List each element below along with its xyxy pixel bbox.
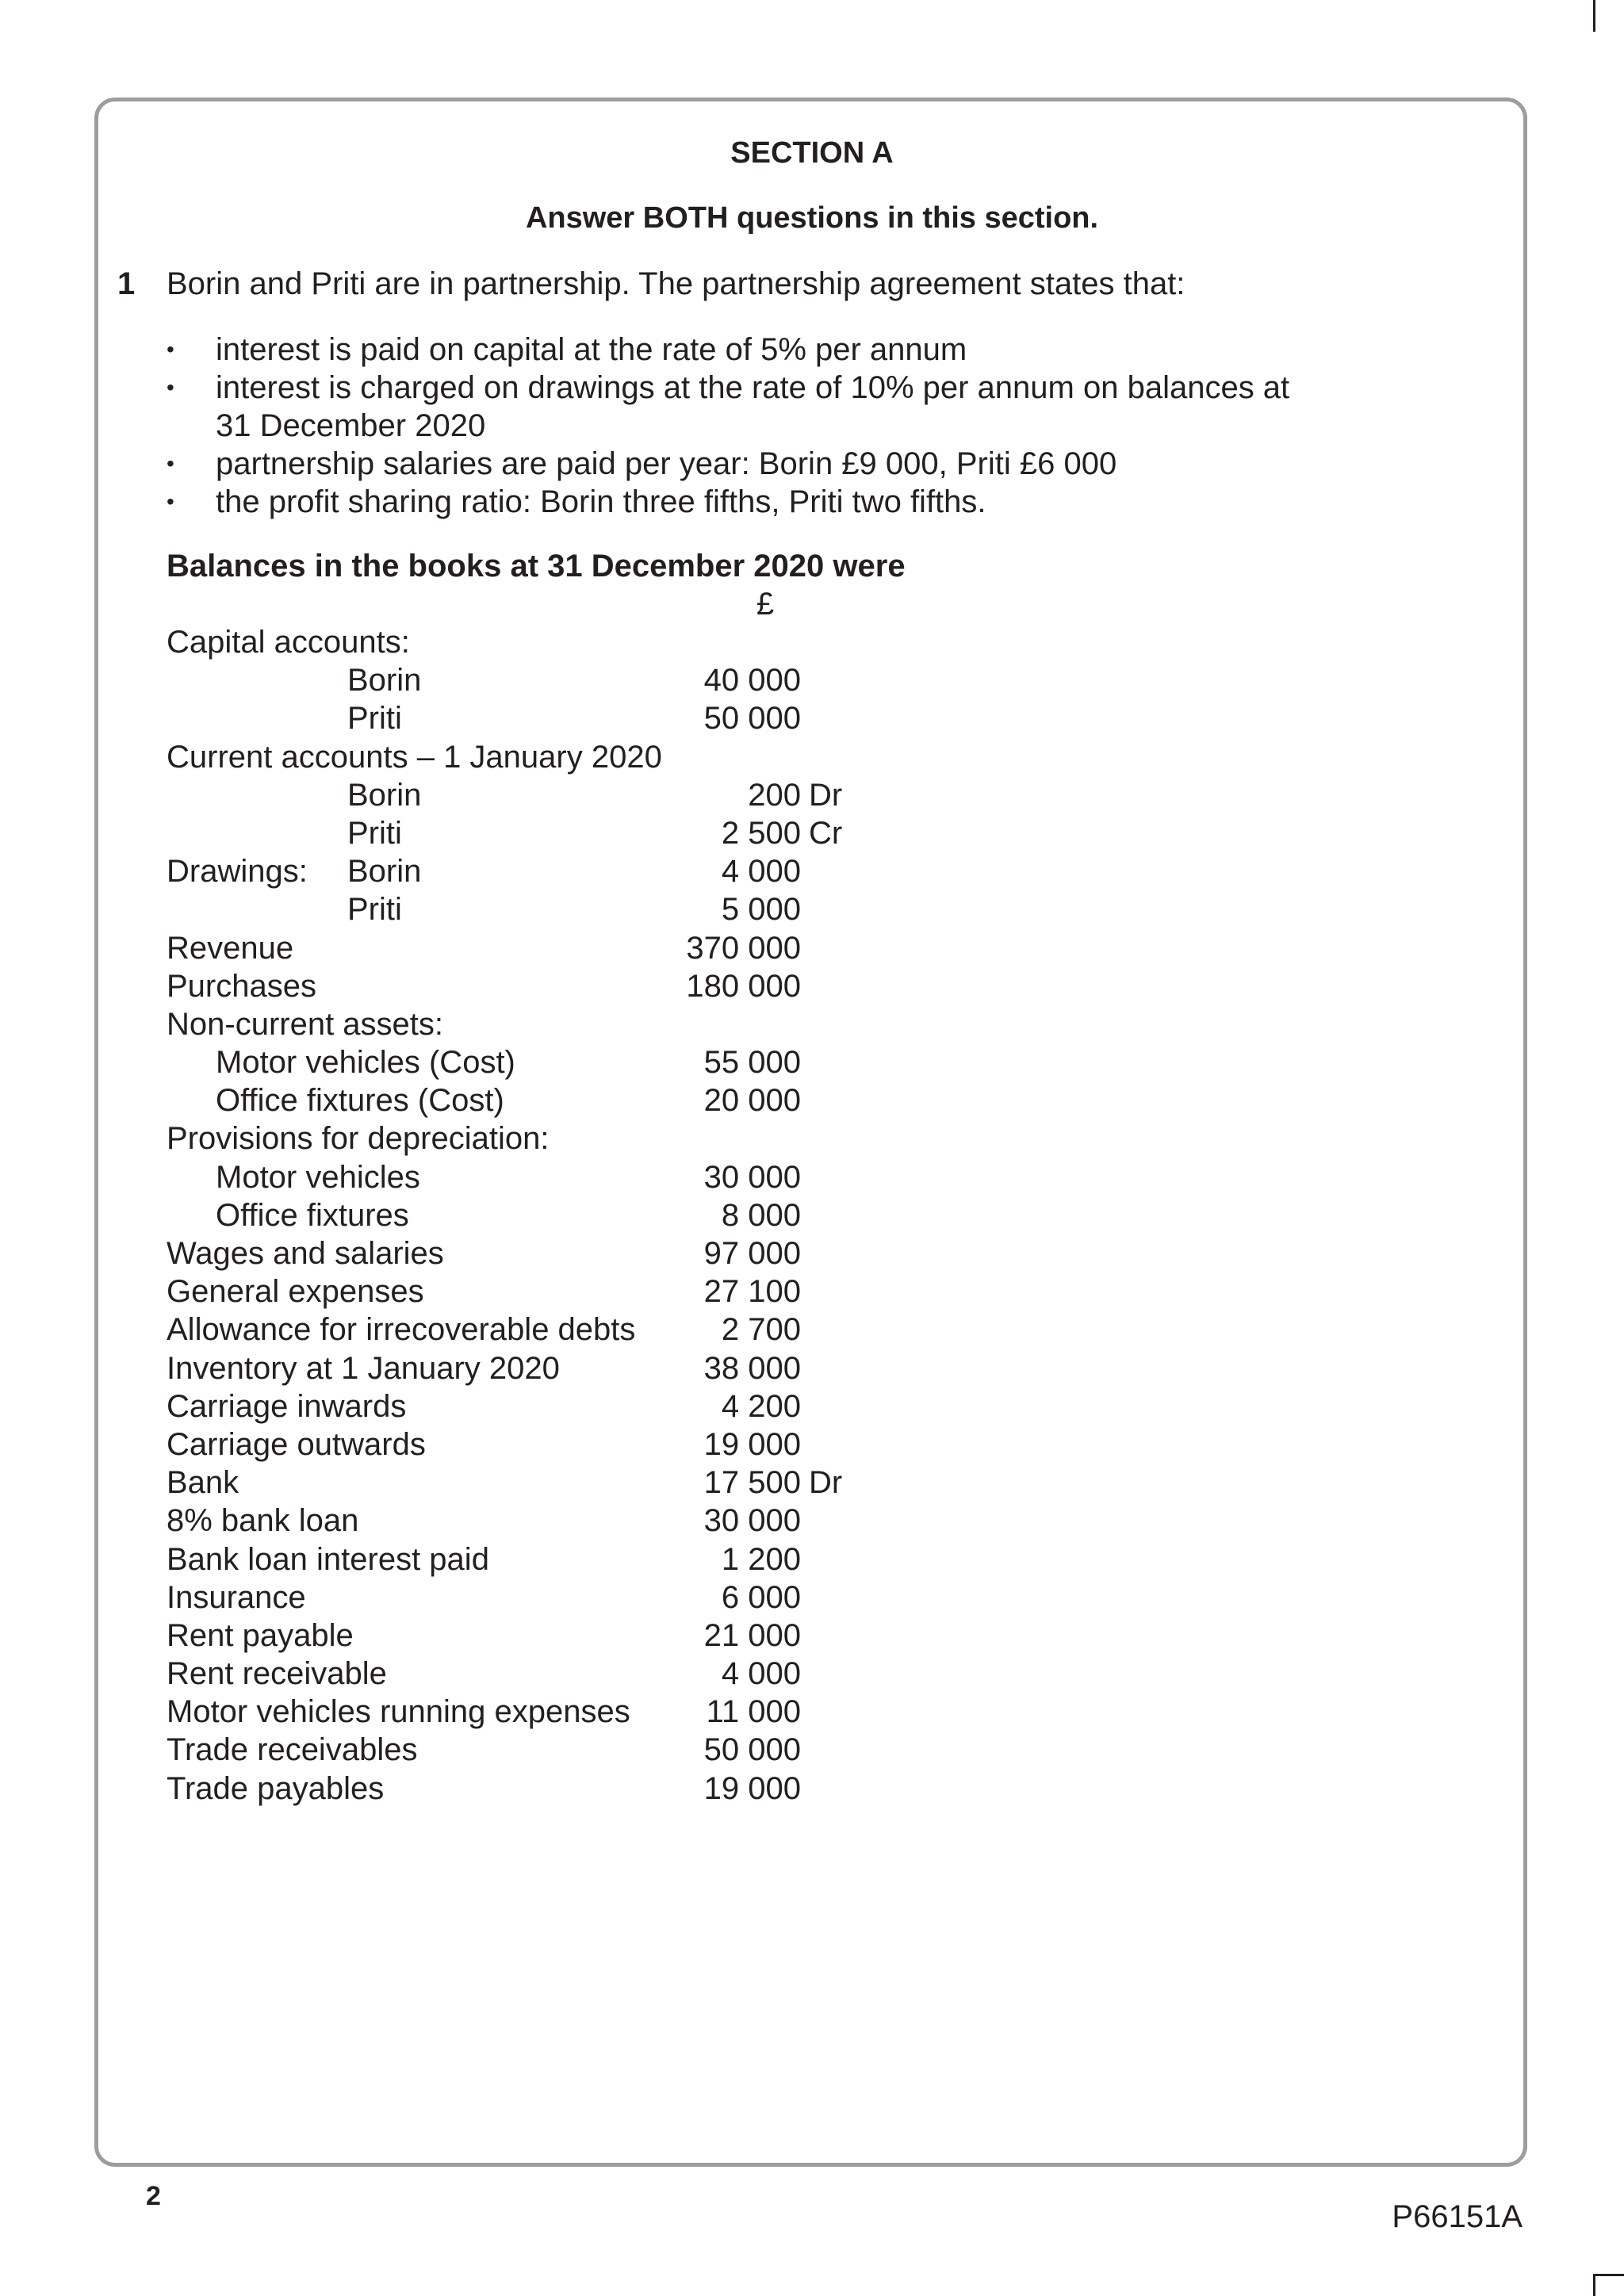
balance-amount: 50 000 [703, 1732, 801, 1768]
balance-label: Drawings: [167, 854, 308, 890]
question-intro: Borin and Priti are in partnership. The partnership agreement states that: [167, 266, 1185, 301]
page-number: 2 [146, 2181, 161, 2211]
balance-label: Revenue [167, 930, 294, 966]
balance-row [0, 929, 1624, 967]
balance-label: Wages and salaries [167, 1236, 444, 1271]
balances-title: Balances in the books at 31 December 2020 were [167, 549, 906, 584]
balance-amount: 97 000 [703, 1236, 801, 1271]
section-title: SECTION A [730, 136, 894, 170]
balance-amount: 6 000 [721, 1579, 801, 1615]
agreement-term [167, 445, 1326, 483]
balance-amount: 27 100 [703, 1274, 801, 1310]
bullet-icon: • [167, 451, 174, 476]
balance-row [0, 699, 1624, 737]
bullet-icon: • [167, 489, 174, 514]
balance-amount: 5 000 [721, 892, 801, 928]
balance-label: Allowance for irrecoverable debts [167, 1312, 636, 1348]
balance-label: Insurance [167, 1579, 306, 1615]
currency-header: £ [756, 587, 775, 622]
agreement-term-text: interest is paid on capital at the rate of 5% per annum [216, 332, 967, 367]
balance-dr-cr: Dr [809, 777, 843, 813]
balance-amount: 4 200 [721, 1388, 801, 1424]
crop-mark-bottom-vertical [1593, 2274, 1595, 2296]
balance-label: Current accounts – 1 January 2020 [167, 739, 662, 775]
balance-partner-name: Borin [347, 777, 422, 813]
balance-row [0, 1311, 1624, 1349]
balance-amount: 50 000 [703, 701, 801, 737]
balance-label: Office fixtures (Cost) [216, 1083, 504, 1119]
balance-label: Office fixtures [216, 1197, 409, 1233]
agreement-term [167, 483, 1326, 521]
balance-label: 8% bank loan [167, 1503, 359, 1539]
balance-amount: 11 000 [706, 1694, 801, 1730]
agreement-term-text: partnership salaries are paid per year: Borin £9 000, Priti £6 000 [216, 446, 1117, 481]
balance-row [0, 1387, 1624, 1425]
agreement-term [167, 369, 1326, 445]
bullet-icon: • [167, 375, 174, 400]
balance-partner-name: Borin [347, 854, 422, 890]
balance-row [0, 1272, 1624, 1311]
balance-row [0, 1540, 1624, 1578]
balance-row [0, 1081, 1624, 1119]
crop-mark-bottom [1593, 2274, 1624, 2276]
balance-partner-name: Priti [347, 892, 402, 928]
balance-label: Non-current assets: [167, 1006, 444, 1042]
balance-partner-name: Priti [347, 701, 402, 737]
crop-mark-top [1593, 0, 1595, 32]
balance-row [0, 1731, 1624, 1769]
balance-row [0, 1043, 1624, 1081]
bullet-icon: • [167, 337, 174, 362]
balance-row [0, 1770, 1624, 1808]
balance-amount: 370 000 [686, 930, 801, 966]
balance-amount: 21 000 [703, 1617, 801, 1653]
balance-label: Purchases [167, 968, 316, 1004]
balance-label: Carriage inwards [167, 1388, 407, 1424]
balance-row [0, 1005, 1624, 1043]
balance-label: Inventory at 1 January 2020 [167, 1350, 560, 1386]
balance-amount: 180 000 [686, 968, 801, 1004]
balance-row [0, 661, 1624, 699]
balance-row [0, 1234, 1624, 1272]
balance-partner-name: Borin [347, 663, 422, 698]
balance-row [0, 1617, 1624, 1655]
balance-label: Trade payables [167, 1770, 385, 1806]
balance-row [0, 890, 1624, 928]
balance-row [0, 1158, 1624, 1196]
balance-amount: 17 500 [703, 1465, 801, 1501]
balance-label: Bank loan interest paid [167, 1541, 489, 1577]
agreement-term [167, 331, 1326, 369]
balance-row [0, 1464, 1624, 1502]
balance-amount: 38 000 [703, 1350, 801, 1386]
balance-row [0, 776, 1624, 814]
agreement-terms-list [167, 331, 1326, 521]
balances-table [0, 623, 1624, 1808]
balance-row [0, 1578, 1624, 1617]
balance-amount: 30 000 [703, 1159, 801, 1195]
balance-partner-name: Priti [347, 815, 402, 851]
balance-row [0, 1196, 1624, 1234]
balance-label: Rent receivable [167, 1656, 387, 1692]
balance-label: Motor vehicles (Cost) [216, 1045, 515, 1081]
balance-label: Bank [167, 1465, 239, 1501]
balance-amount: 4 000 [721, 1656, 801, 1692]
balance-label: Motor vehicles [216, 1159, 420, 1195]
balance-row [0, 1119, 1624, 1158]
balance-amount: 19 000 [703, 1426, 801, 1462]
balance-amount: 19 000 [703, 1770, 801, 1806]
balance-amount: 40 000 [703, 663, 801, 698]
balance-row [0, 1349, 1624, 1387]
balance-label: Trade receivables [167, 1732, 418, 1768]
balance-amount: 1 200 [721, 1541, 801, 1577]
balance-row [0, 623, 1624, 661]
balance-amount: 2 700 [721, 1312, 801, 1348]
balance-row [0, 814, 1624, 852]
agreement-term-text: the profit sharing ratio: Borin three fifths, Priti two fifths. [216, 484, 986, 519]
balance-amount: 8 000 [721, 1197, 801, 1233]
balance-label: Provisions for depreciation: [167, 1121, 550, 1157]
section-instruction: Answer BOTH questions in this section. [525, 201, 1099, 235]
balance-label: Capital accounts: [167, 625, 410, 660]
balance-row [0, 967, 1624, 1005]
balance-label: Rent payable [167, 1617, 354, 1653]
paper-reference: P66151A [1392, 2199, 1522, 2234]
balance-amount: 4 000 [721, 854, 801, 890]
agreement-term-text: interest is charged on drawings at the rate of 10% per annum on balances at 31 December 2020 [216, 370, 1290, 443]
balance-row [0, 738, 1624, 776]
balance-dr-cr: Dr [809, 1465, 843, 1501]
balance-label: General expenses [167, 1274, 424, 1310]
balance-label: Motor vehicles running expenses [167, 1694, 630, 1730]
balance-amount: 20 000 [703, 1083, 801, 1119]
balance-label: Carriage outwards [167, 1426, 426, 1462]
balance-row [0, 1655, 1624, 1693]
balance-dr-cr: Cr [809, 815, 843, 851]
balance-row [0, 1693, 1624, 1731]
balance-amount: 2 500 [721, 815, 801, 851]
question-number: 1 [117, 266, 136, 301]
balance-amount: 30 000 [703, 1503, 801, 1539]
balance-row [0, 1502, 1624, 1540]
balance-row [0, 852, 1624, 890]
balance-amount: 200 [748, 777, 801, 813]
balance-row [0, 1425, 1624, 1464]
balance-amount: 55 000 [703, 1045, 801, 1081]
